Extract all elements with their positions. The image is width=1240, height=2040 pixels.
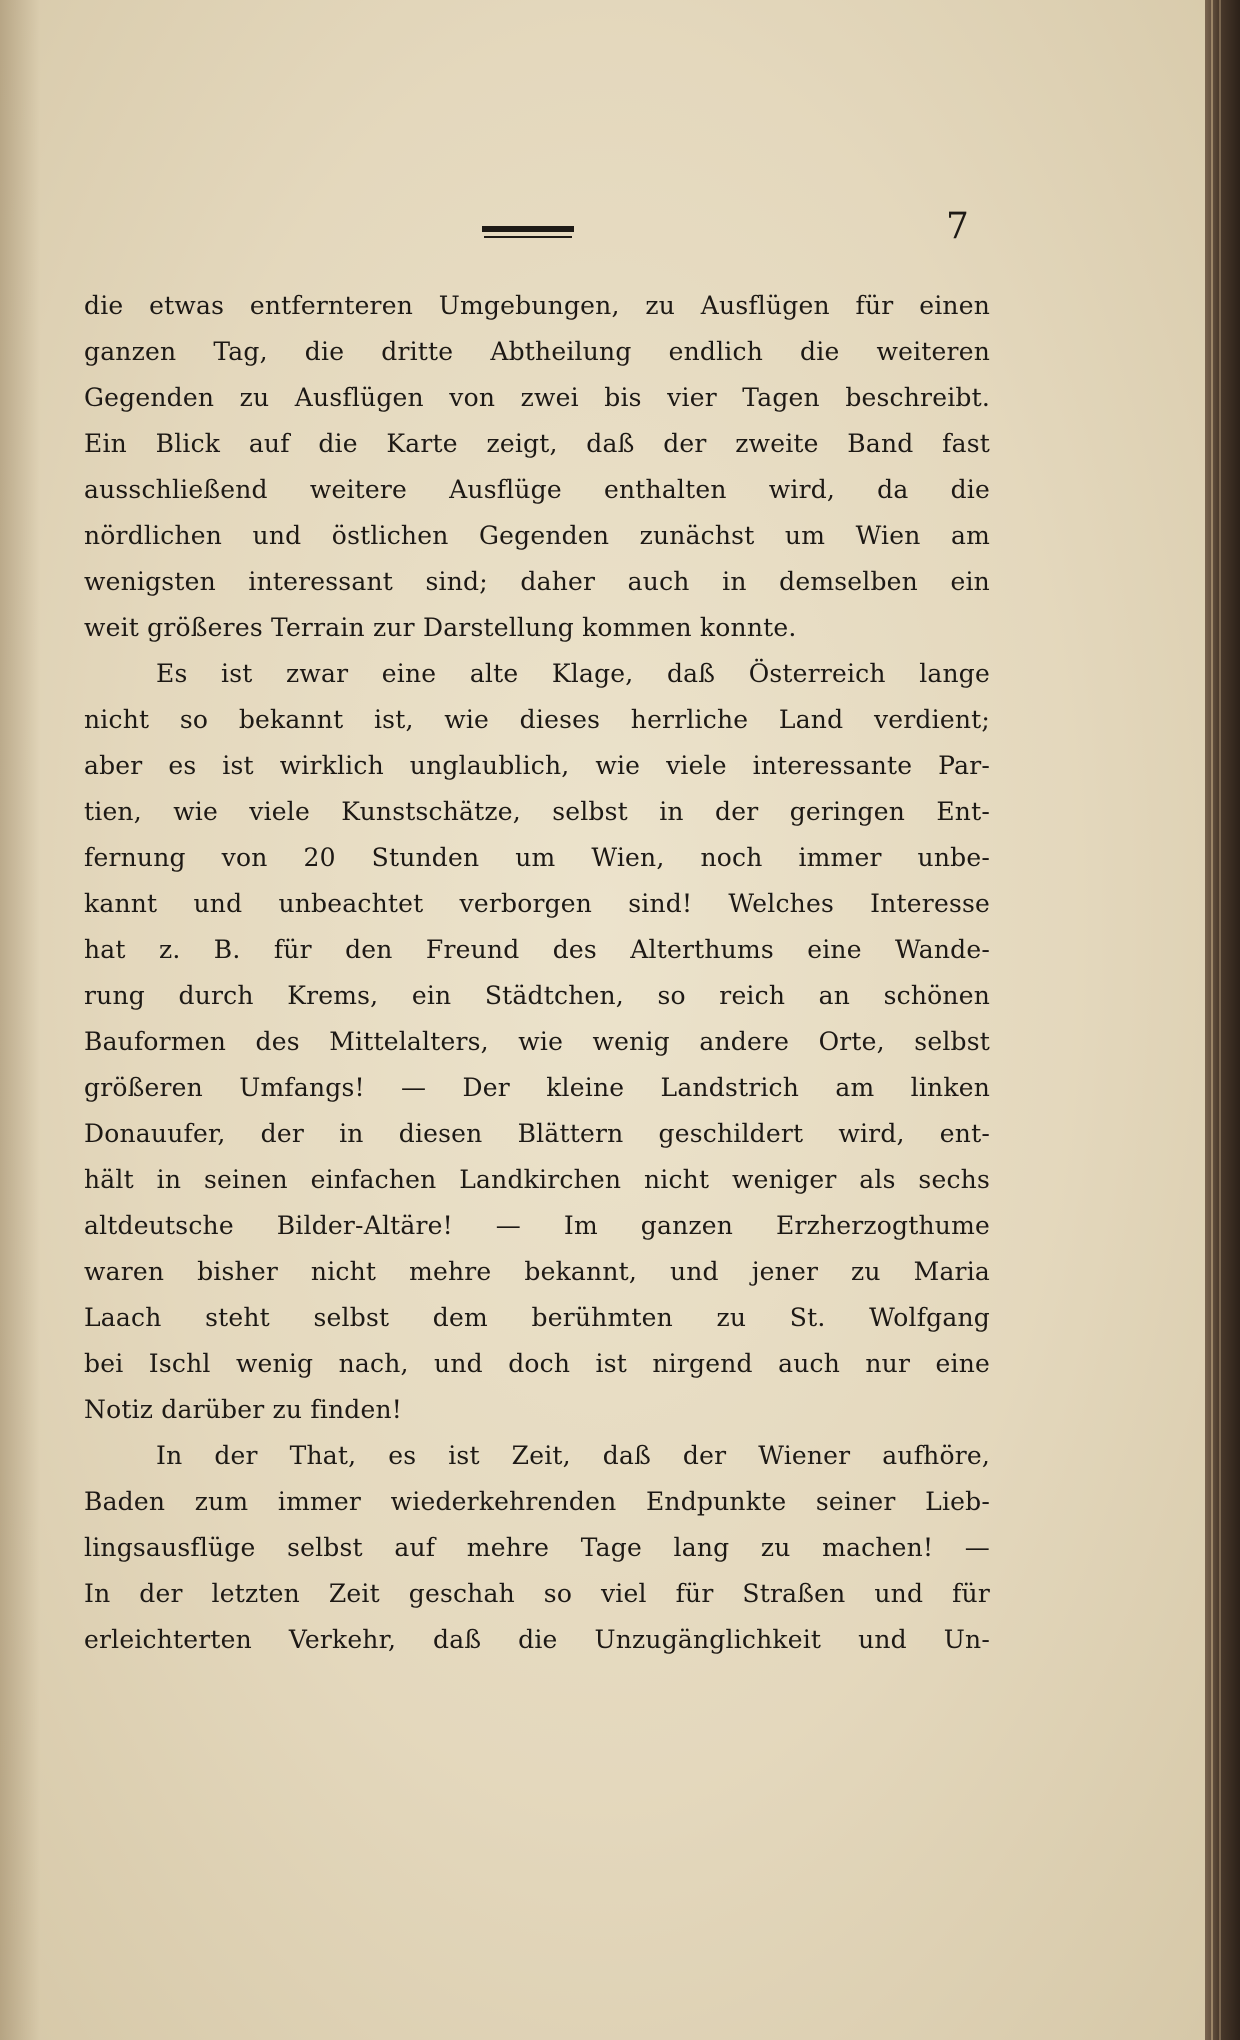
text-line: Es ist zwar eine alte Klage, daß Österreich lange: [156, 659, 990, 688]
text-line: Donauufer, der in diesen Blättern geschildert wird, ent-: [84, 1119, 990, 1148]
text-line: weit größeres Terrain zur Darstellung kommen konnte.: [84, 613, 797, 642]
edge-line: [1219, 0, 1221, 2040]
text-line: kannt und unbeachtet verborgen sind! Welches Interesse: [84, 889, 990, 918]
text-line: hat z. B. für den Freund des Alterthums eine Wande-: [84, 935, 990, 964]
text-line: Ein Blick auf die Karte zeigt, daß der zweite Band fast: [84, 429, 990, 458]
edge-line: [1211, 0, 1213, 2040]
text-line: Baden zum immer wiederkehrenden Endpunkte seiner Lieb-: [84, 1487, 990, 1516]
text-line: nördlichen und östlichen Gegenden zunächst um Wien am: [84, 521, 990, 550]
text-line: ausschließend weitere Ausflüge enthalten wird, da die: [84, 475, 990, 504]
text-line: In der letzten Zeit geschah so viel für Straßen und für: [84, 1579, 990, 1608]
text-line: bei Ischl wenig nach, und doch ist nirgend auch nur eine: [84, 1349, 990, 1378]
text-line: aber es ist wirklich unglaublich, wie viele interessante Par-: [84, 751, 990, 780]
text-line: Notiz darüber zu finden!: [84, 1395, 403, 1424]
text-line: waren bisher nicht mehre bekannt, und jener zu Maria: [84, 1257, 990, 1286]
text-line: die etwas entfernteren Umgebungen, zu Ausflügen für einen: [84, 291, 990, 320]
text-line: Gegenden zu Ausflügen von zwei bis vier Tagen beschreibt.: [84, 383, 990, 412]
header-rule: [482, 226, 574, 232]
text-line: hält in seinen einfachen Landkirchen nicht weniger als sechs: [84, 1165, 990, 1194]
text-line: fernung von 20 Stunden um Wien, noch immer unbe-: [84, 843, 990, 872]
text-line: erleichterten Verkehr, daß die Unzugänglichkeit und Un-: [84, 1625, 990, 1654]
text-line: Laach steht selbst dem berühmten zu St. Wolfgang: [84, 1303, 990, 1332]
body-text: [84, 283, 990, 1663]
text-line: nicht so bekannt ist, wie dieses herrliche Land verdient;: [84, 705, 990, 734]
book-edge: [1205, 0, 1240, 2040]
page-number: 7: [946, 206, 969, 247]
text-line: altdeutsche Bilder-Altäre! — Im ganzen Erzherzogthume: [84, 1211, 990, 1240]
text-line: In der That, es ist Zeit, daß der Wiener aufhöre,: [156, 1441, 990, 1470]
text-line: größeren Umfangs! — Der kleine Landstrich am linken: [84, 1073, 990, 1102]
text-line: lingsausflüge selbst auf mehre Tage lang zu machen! —: [84, 1533, 990, 1562]
text-line: Bauformen des Mittelalters, wie wenig andere Orte, selbst: [84, 1027, 990, 1056]
text-line: tien, wie viele Kunstschätze, selbst in der geringen Ent-: [84, 797, 990, 826]
text-line: rung durch Krems, ein Städtchen, so reich an schönen: [84, 981, 990, 1010]
text-line: wenigsten interessant sind; daher auch in demselben ein: [84, 567, 990, 596]
text-line: ganzen Tag, die dritte Abtheilung endlich die weiteren: [84, 337, 990, 366]
